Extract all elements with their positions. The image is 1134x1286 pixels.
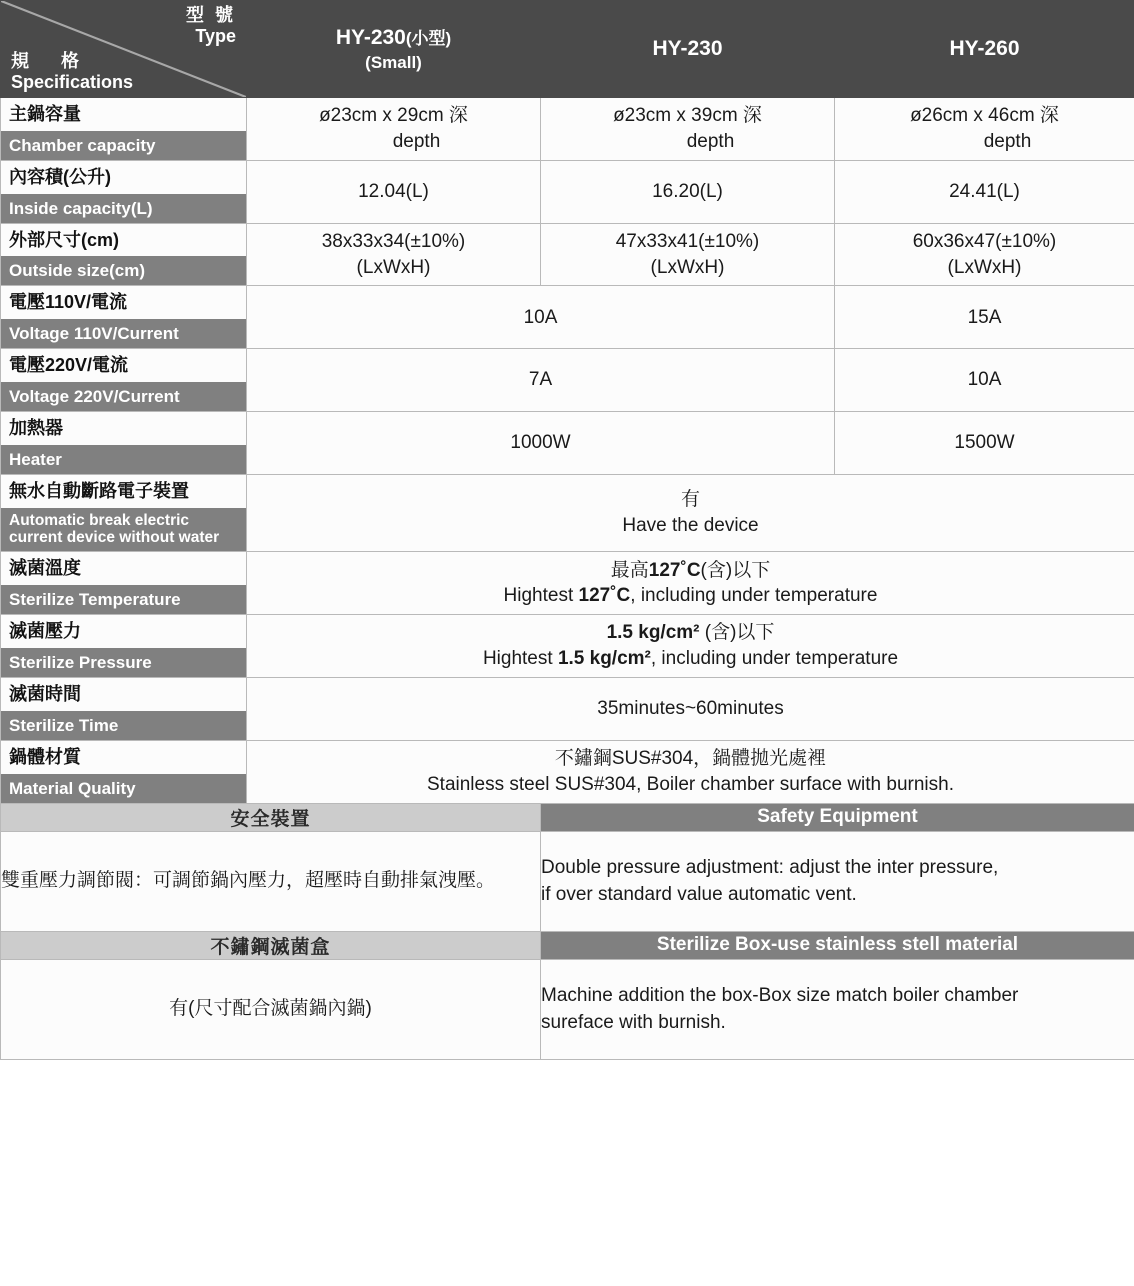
value-cell-fullspan: [247, 474, 1134, 551]
value-cn: 不鏽鋼SUS#304，鍋體拋光處裡: [554, 747, 827, 769]
label-en: Voltage 220V/Current: [1, 382, 246, 411]
value-cell-fullspan: [247, 552, 1134, 615]
header-model-hy230-small: [247, 1, 541, 98]
value-line2: (LxWxH): [356, 256, 431, 278]
safety-body-en-1: [541, 831, 1134, 931]
label-cn: 無水自動斷路電子裝置: [9, 480, 189, 501]
value-cell: [247, 223, 541, 286]
table-row: [1, 349, 1134, 412]
label-cn: 加熱器: [9, 418, 63, 439]
safety-body-en-line1: Double pressure adjustment: adjust the inter pressure,: [541, 856, 999, 878]
label-en: Sterilize Temperature: [1, 585, 246, 614]
table-row: [1, 98, 1134, 161]
value-cell-fullspan: 35minutes~60minutes: [247, 677, 1134, 740]
value-cn-bold: 127˚C: [648, 559, 701, 581]
value-line2: (LxWxH): [650, 256, 725, 278]
label-en: Voltage 110V/Current: [1, 319, 246, 348]
label-cn: 滅菌壓力: [9, 621, 81, 642]
model-name: HY-230: [652, 36, 723, 60]
value-line2: depth: [983, 130, 1032, 152]
label-cn: 內容積(公升): [9, 166, 111, 187]
value-cn-post: (含)以下: [699, 622, 775, 644]
value-line2: depth: [392, 130, 441, 152]
header-spec-cn: 規 格: [11, 50, 86, 71]
value-en-pre: Hightest: [482, 647, 558, 669]
table-header-row: [1, 1, 1134, 98]
safety-body-en-2: [541, 959, 1134, 1059]
value-cell: [541, 223, 835, 286]
header-model-hy230: [541, 1, 835, 98]
spec-label-voltage-220v: [1, 349, 247, 412]
value-en-post: , including under temperature: [630, 585, 878, 607]
safety-body-row: [1, 959, 1134, 1059]
value-line1: 60x36x47(±10%): [912, 230, 1057, 252]
safety-body-en-line2: if over standard value automatic vent.: [541, 884, 857, 906]
table-row: [1, 412, 1134, 475]
safety-body-cn-1: 雙重壓力調節閥：可調節鍋內壓力，超壓時自動排氣洩壓。: [1, 831, 541, 931]
value-cell: [247, 98, 541, 161]
header-spec-en: Specifications: [11, 71, 134, 92]
header-type-en: Type: [195, 26, 236, 47]
label-cn: 鍋體材質: [9, 746, 81, 767]
safety-body-cn-2: 有(尺寸配合滅菌鍋內鍋): [1, 959, 541, 1059]
value-cn: [247, 558, 1134, 584]
spec-label-sterilize-pressure: [1, 615, 247, 678]
table-row: [1, 552, 1134, 615]
value-cell: 12.04(L): [247, 160, 541, 223]
safety-body-row: [1, 831, 1134, 931]
value-cell-fullspan: [247, 615, 1134, 678]
header-corner-cell: [1, 1, 247, 98]
value-cell-fullspan: [247, 740, 1134, 803]
value-en: Have the device: [622, 515, 759, 537]
label-cn: 外部尺寸(cm): [9, 229, 120, 250]
spec-label-outside-size: [1, 223, 247, 286]
model-qualifier-en: (Small): [365, 52, 422, 72]
table-row: [1, 223, 1134, 286]
spec-label-chamber-capacity: [1, 98, 247, 161]
value-cn: 有: [680, 489, 700, 511]
value-cell-merged: 10A: [247, 286, 835, 349]
header-model-hy260: [835, 1, 1134, 98]
value-cell: 15A: [835, 286, 1134, 349]
label-cn: 主鍋容量: [9, 104, 81, 124]
table-row: [1, 615, 1134, 678]
header-type-cn: 型 號: [185, 5, 236, 25]
value-cn-post: (含)以下: [700, 559, 771, 581]
label-en: Automatic break electric current device without water: [1, 508, 246, 551]
spec-label-auto-break: [1, 474, 247, 551]
value-cell: 1500W: [835, 412, 1134, 475]
label-cn: 電壓220V/電流: [9, 355, 129, 376]
value-cn: [247, 620, 1134, 646]
safety-head-en-2: Sterilize Box-use stainless stell material: [541, 931, 1134, 959]
value-cell-merged: 1000W: [247, 412, 835, 475]
value-line2: depth: [686, 130, 735, 152]
safety-head-cn-2: 不鏽鋼滅菌盒: [1, 931, 541, 959]
value-line1: ø23cm x 29cm 深: [319, 105, 468, 127]
value-en-post: , including under temperature: [650, 647, 899, 669]
label-en: Chamber capacity: [1, 131, 246, 160]
table-row: [1, 677, 1134, 740]
spec-label-heater: [1, 412, 247, 475]
value-cell: [541, 98, 835, 161]
value-line1: 47x33x41(±10%): [615, 230, 760, 252]
header-type-label: [186, 5, 236, 47]
label-cn: 滅菌溫度: [9, 558, 81, 579]
table-row: [1, 740, 1134, 803]
model-name: HY-230: [335, 25, 406, 49]
value-en: [247, 646, 1134, 672]
header-spec-label: [11, 51, 133, 93]
spec-label-material-quality: [1, 740, 247, 803]
safety-header-row: [1, 931, 1134, 959]
value-en: [247, 583, 1134, 609]
spec-label-voltage-110v: [1, 286, 247, 349]
label-en: Heater: [1, 445, 246, 474]
table-row: [1, 286, 1134, 349]
value-cell: 24.41(L): [835, 160, 1134, 223]
label-cn: 電壓110V/電流: [9, 292, 128, 313]
safety-head-cn-1: 安全裝置: [1, 803, 541, 831]
label-en: Sterilize Pressure: [1, 648, 246, 677]
value-cell: 16.20(L): [541, 160, 835, 223]
value-cell-merged: 7A: [247, 349, 835, 412]
value-line1: 38x33x34(±10%): [321, 230, 466, 252]
value-en-bold: 1.5 kg/cm²: [557, 647, 651, 669]
model-qualifier-cn: (小型): [405, 28, 452, 48]
value-cn-pre: 最高: [610, 559, 649, 581]
value-line2: (LxWxH): [947, 256, 1022, 278]
table-row: [1, 474, 1134, 551]
value-cell: 10A: [835, 349, 1134, 412]
label-en: Outside size(cm): [1, 256, 246, 285]
value-en-pre: Hightest: [503, 585, 579, 607]
value-cn-bold: 1.5 kg/cm²: [606, 622, 700, 644]
spec-label-sterilize-time: [1, 677, 247, 740]
table-row: [1, 160, 1134, 223]
safety-head-en-1: Safety Equipment: [541, 803, 1134, 831]
value-en: Stainless steel SUS#304, Boiler chamber surface with burnish.: [427, 773, 954, 795]
spec-label-inside-capacity: [1, 160, 247, 223]
spec-label-sterilize-temperature: [1, 552, 247, 615]
value-cell: [835, 98, 1134, 161]
safety-body-en-line1: Machine addition the box-Box size match boiler chamber: [541, 984, 1019, 1006]
label-en: Inside capacity(L): [1, 194, 246, 223]
safety-body-en-line2: sureface with burnish.: [541, 1012, 726, 1034]
value-cell: [835, 223, 1134, 286]
label-cn: 滅菌時間: [9, 683, 81, 704]
value-line1: ø23cm x 39cm 深: [613, 105, 762, 127]
label-en: Material Quality: [1, 774, 246, 803]
value-en-bold: 127˚C: [578, 585, 631, 607]
model-name: HY-260: [949, 36, 1020, 60]
label-en: Sterilize Time: [1, 711, 246, 740]
safety-header-row: [1, 803, 1134, 831]
value-line1: ø26cm x 46cm 深: [910, 105, 1059, 127]
